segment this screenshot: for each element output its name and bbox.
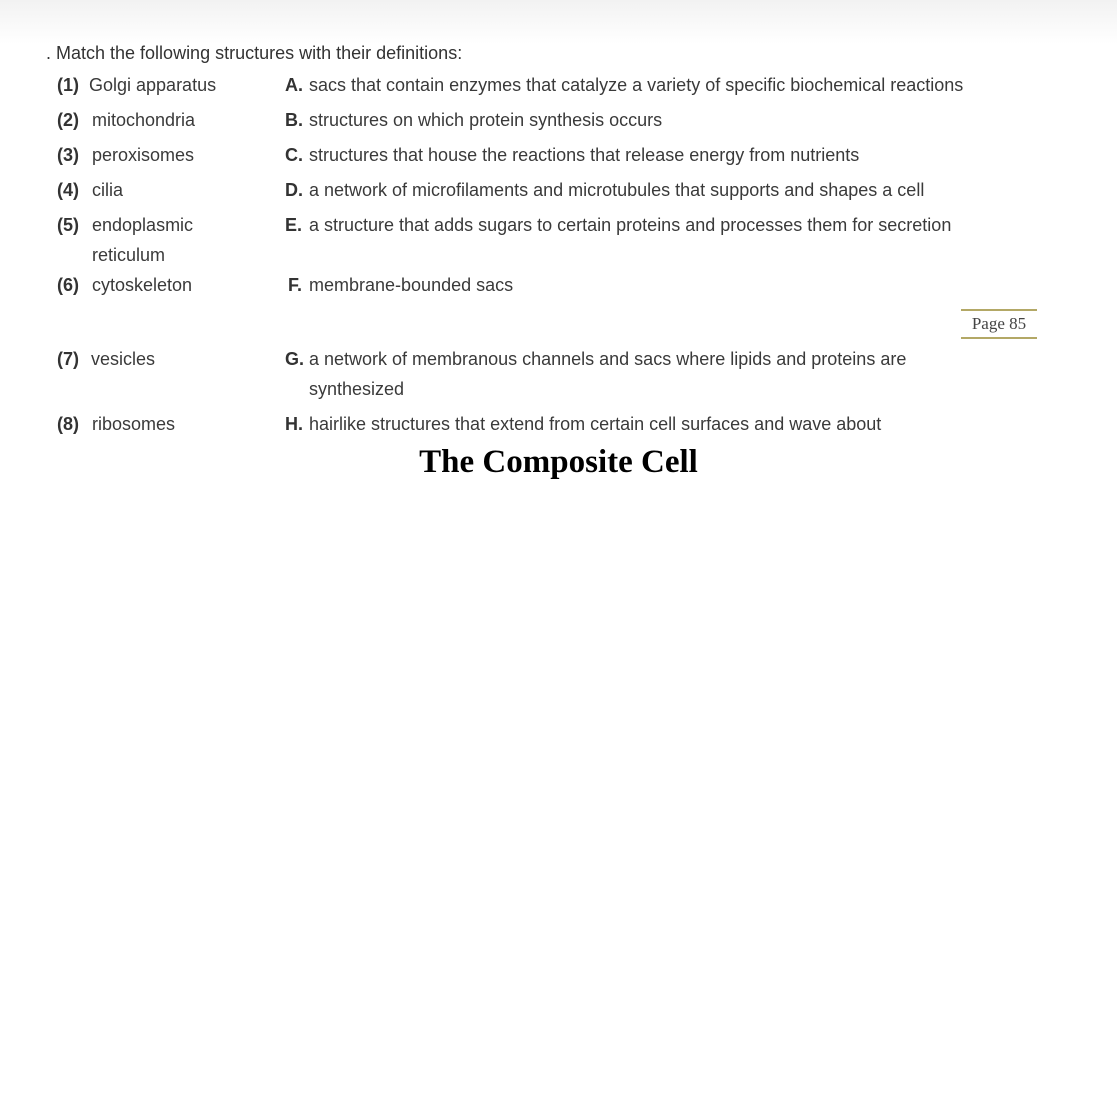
item-number: (5) — [57, 215, 79, 235]
definition-text: membrane-bounded sacs — [309, 275, 514, 295]
definition-letter: F. — [288, 275, 303, 295]
definition-letter: D. — [285, 180, 303, 200]
definition-text: sacs that contain enzymes that catalyze a variety of specific biochemical reactions — [309, 75, 964, 95]
definition-text: structures that house the reactions that release energy from nutrients — [309, 145, 860, 165]
section-title: The Composite Cell — [419, 444, 698, 480]
item-number: (1) — [57, 75, 79, 95]
definition-letter: C. — [285, 145, 303, 165]
definition-text: a network of membranous channels and sacs where lipids and proteins are synthesized — [309, 349, 907, 399]
structure-term: endoplasmic reticulum — [92, 215, 194, 265]
definition-text: hairlike structures that extend from certain cell surfaces and wave about — [309, 414, 882, 434]
definition-letter: E. — [285, 215, 303, 235]
item-number: (3) — [57, 145, 79, 165]
definition-letter: B. — [285, 110, 303, 130]
definition-text: structures on which protein synthesis occurs — [309, 110, 663, 130]
definition-letter: A. — [285, 75, 303, 95]
item-number: (4) — [57, 180, 79, 200]
structure-term: Golgi apparatus — [89, 75, 217, 95]
structure-term: peroxisomes — [92, 145, 195, 165]
structure-term: cytoskeleton — [92, 275, 193, 295]
structure-term: vesicles — [91, 349, 156, 369]
top-shade — [0, 0, 1117, 44]
item-number: (7) — [57, 349, 79, 369]
structure-term: cilia — [92, 180, 124, 200]
definition-text: a network of microfilaments and microtubules that supports and shapes a cell — [309, 180, 925, 200]
definition-text: a structure that adds sugars to certain proteins and processes them for secretion — [309, 215, 952, 235]
definition-letter: G. — [285, 349, 305, 369]
structure-term: ribosomes — [92, 414, 176, 434]
structure-term: mitochondria — [92, 110, 196, 130]
item-number: (6) — [57, 275, 79, 295]
page-marker: Page 85 — [961, 309, 1037, 339]
item-number: (2) — [57, 110, 79, 130]
item-number: (8) — [57, 414, 79, 434]
definition-letter: H. — [285, 414, 303, 434]
question-prompt: . Match the following structures with their definitions: — [46, 43, 463, 63]
